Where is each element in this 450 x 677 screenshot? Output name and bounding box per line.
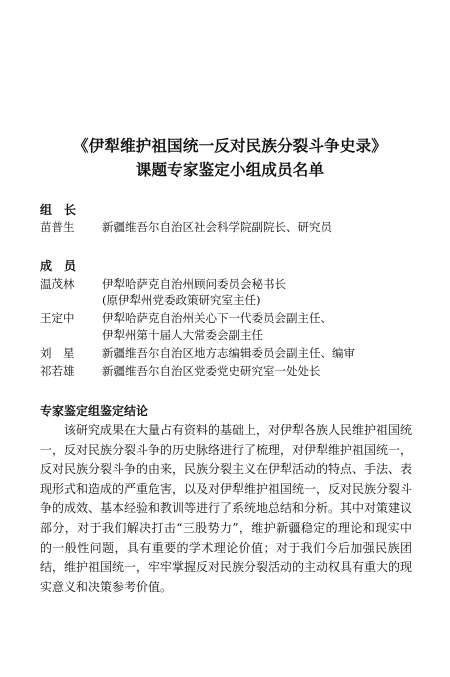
member-row: [40, 363, 321, 379]
member-position: 伊犁哈萨克自治州关心下一代委员会副主任、: [102, 311, 332, 325]
member-position: 新疆维吾尔自治区地方志编辑委员会副主任、编审: [102, 346, 355, 360]
document-title-line-2: 课题专家鉴定小组成员名单: [135, 161, 325, 179]
member-name: 温茂林: [40, 277, 75, 291]
member-name: 刘 星: [40, 346, 75, 360]
member-row: [40, 276, 286, 292]
member-position-continued: 伊犁州第十届人大常委会副主任: [102, 328, 263, 342]
member-position: 新疆维吾尔自治区社会科学院副院长、研究员: [102, 220, 332, 234]
member-name: 苗普生: [40, 220, 75, 234]
member-row: [40, 310, 332, 326]
member-name: 祁若雄: [40, 364, 75, 378]
leader-row: [40, 219, 332, 235]
document-title-line-1: 《伊犁维护祖国统一反对民族分裂斗争史录》: [72, 137, 387, 155]
conclusion-heading: 专家鉴定组鉴定结论: [40, 404, 149, 418]
member-section-heading: 成 员: [40, 259, 77, 273]
conclusion-body: 该研究成果在大量占有资料的基础上，对伊犁各族人民维护祖国统一，反对民族分裂斗争的历史脉络进行了梳理，对伊犁维护祖国统一，反对民族分裂斗争的由来，民族分裂主义在伊犁活动的特点、手法、表现形式和造成的严重危害，以及对伊犁维护祖国统一，反对民族分裂斗争的成效、基本经验和教训等进行了系统地总结和分析。其中对策建议部分，对于我们解决打击“三股势力”，维护新疆稳定的理论和现实中的一般性问题，具有重要的学术理论价值；对于我们今后加强民族团结，维护祖国统一，牢牢掌握反对民族分裂活动的主动权具有重大的现实意义和决策参考价值。: [40, 423, 413, 594]
member-position-continued: (原伊犁州党委政策研究室主任): [102, 293, 261, 307]
leader-section-heading: 组 长: [40, 203, 77, 217]
member-name: 王定中: [40, 311, 75, 325]
member-position: 伊犁哈萨克自治州顾问委员会秘书长: [102, 277, 286, 291]
member-row: [40, 345, 355, 361]
member-position: 新疆维吾尔自治区党委党史研究室一处处长: [102, 364, 321, 378]
